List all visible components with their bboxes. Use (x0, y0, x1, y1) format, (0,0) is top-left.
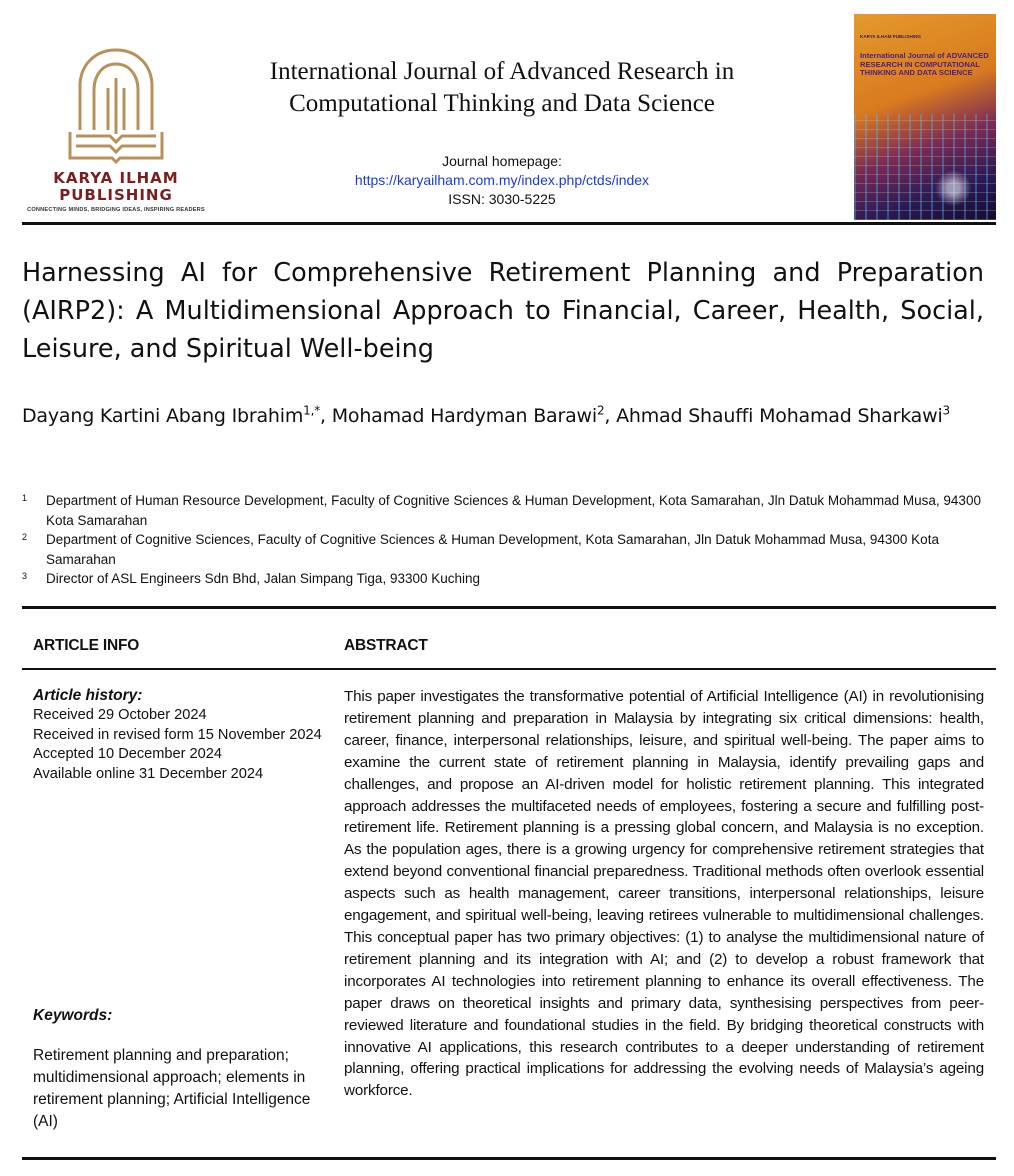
abstract-text: This paper investigates the transformative potential of Artificial Intelligence (AI) in revolutionising retirement planning and preparation in Malaysia by integrating six critical dimensions: health, career, finance, interpersonal relationships, leisure, and spiritual well-being. The paper aims to examine the current state of retirement planning in Malaysia, identify prevailing gaps and challenges, and propose an AI-driven model for holistic retirement planning. This integrated approach addresses the multifaceted needs of employees, fostering a secure and fulfilling post-retirement life. Retirement planning is a pressing global concern, and Malaysia is no exception. As the population ages, there is a growing urgency for comprehensive retirement strategies that extend beyond conventional financial preparedness. Traditional methods often overlook essential aspects such as health management, career transitions, interpersonal relationships, leisure engagement, and spiritual well-being, leaving retirees vulnerable to multidimensional challenges. This conceptual paper has two primary objectives: (1) to analyse the multidimensional nature of retirement planning and its integration with AI; and (2) to develop a robust framework that incorporates AI technologies into retirement planning to enhance its overall effectiveness. The paper draws on theoretical insights and primary data, synthesising perspectives from peer-reviewed literature and foundational studies in the field. By bridging theoretical constructs with innovative AI applications, this research contributes to a deeper understanding of retirement planning, offering practical implications for addressing the evolving needs of Malaysia’s ageing workforce. (344, 688, 984, 1100)
journal-header (22, 12, 996, 224)
article-history (33, 686, 333, 785)
author-name: Dayang Kartini Abang Ibrahim (22, 405, 304, 427)
author-name: Ahmad Shauffi Mohamad Sharkawi (616, 405, 943, 427)
affiliation-item (22, 530, 984, 569)
cover-publisher: KARYA ILHAM PUBLISHING (860, 34, 921, 39)
author-name: Mohamad Hardyman Barawi (331, 405, 597, 427)
abstract-heading: ABSTRACT (344, 637, 428, 654)
history-revised: Received in revised form 15 November 2024 (33, 726, 322, 743)
journal-meta (222, 152, 782, 209)
author-list: Dayang Kartini Abang Ibrahim$^{1,*}$, Mohamad Hardyman Barawi$^2$, Ahmad Shauffi Mohamad Sharkawi$^3$ (22, 403, 950, 427)
affiliation-list (22, 491, 984, 589)
author-affiliation-mark: 2 (596, 403, 605, 418)
affiliation-number: 2 (22, 532, 28, 542)
homepage-label: Journal homepage: (442, 153, 562, 169)
header-divider (22, 222, 996, 225)
affiliation-text: Department of Human Resource Development, Faculty of Cognitive Sciences & Human Development, Kota Samarahan, Jln Datuk Mohammad Musa, 94300 Kota Samarahan (46, 493, 981, 528)
article-info-heading: ARTICLE INFO (33, 637, 140, 654)
history-received: Received 29 October 2024 (33, 706, 207, 723)
journal-cover-image (854, 14, 996, 220)
issn: ISSN: 3030-5225 (448, 191, 556, 207)
column-head-divider (22, 668, 996, 670)
affiliation-item (22, 569, 984, 589)
affiliation-text: Department of Cognitive Sciences, Faculty of Cognitive Sciences & Human Development, Kota Samarahan, Jln Datuk Mohammad Musa, 94300 Kota Samarahan (46, 532, 939, 567)
affiliation-number: 3 (22, 571, 28, 581)
keywords-label: Keywords: (33, 1007, 113, 1024)
author-affiliation-mark: 3 (942, 403, 950, 418)
cover-artwork (854, 114, 996, 220)
paper-title: Harnessing AI for Comprehensive Retirement Planning and Preparation (AIRP2): A Multidimensional Approach to Financial, Career, Health, Social, Leisure, and Spiritual Well-being (22, 258, 984, 364)
publisher-tagline: CONNECTING MINDS, BRIDGING IDEAS, INSPIRING READERS (27, 207, 205, 213)
history-accepted: Accepted 10 December 2024 (33, 746, 223, 763)
author-affiliation-mark: 1,* (303, 403, 321, 418)
publisher-name: KARYA ILHAM PUBLISHING (53, 169, 179, 204)
affiliation-number: 1 (22, 493, 28, 503)
cover-title: International Journal of ADVANCED RESEARCH IN COMPUTATIONAL THINKING AND DATA SCIENCE (860, 51, 989, 78)
affiliation-item (22, 491, 984, 530)
journal-title: International Journal of Advanced Research in Computational Thinking and Data Science (269, 58, 735, 117)
keywords: Retirement planning and preparation; multidimensional approach; elements in retirement planning; Artificial Intelligence (AI) (33, 1047, 311, 1130)
history-online: Available online 31 December 2024 (33, 766, 264, 783)
affiliation-text: Director of ASL Engineers Sdn Bhd, Jalan Simpang Tiga, 93300 Kuching (46, 571, 481, 586)
homepage-link[interactable]: https://karyailham.com.my/index.php/ctds/index (354, 172, 650, 188)
book-tree-icon (64, 42, 168, 168)
article-history-label: Article history: (33, 687, 143, 704)
section-divider (22, 606, 996, 609)
publisher-logo (26, 42, 206, 222)
bottom-divider (22, 1157, 996, 1160)
